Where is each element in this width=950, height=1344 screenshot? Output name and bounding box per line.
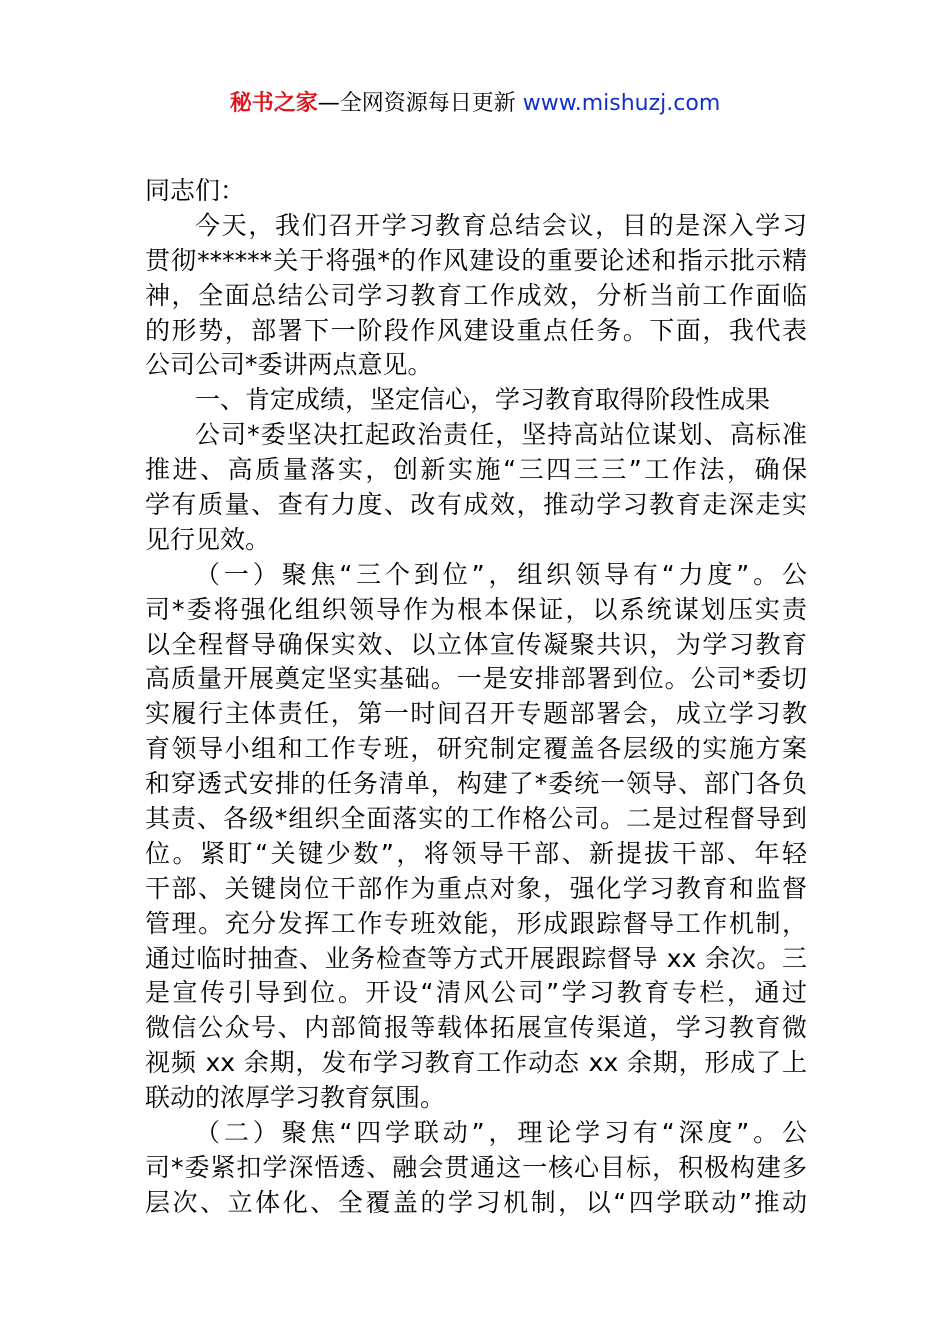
site-url[interactable]: www.mishuzj.com <box>522 91 721 116</box>
text-line: 以全程督导确保实效、以立体宣传凝聚共识，为学习教育 <box>145 629 807 659</box>
text-line: （一）聚焦“三个到位”，组织领导有“力度”。公 <box>195 559 807 589</box>
text-line: 神，全面总结公司学习教育工作成效，分析当前工作面临 <box>145 280 807 310</box>
text-line: 同志们： <box>145 176 246 205</box>
text-line: 和穿透式安排的任务清单，构建了*委统一领导、部门各负 <box>145 769 807 799</box>
text-line: 通过临时抽查、业务检查等方式开展跟踪督导 xx 余次。三 <box>145 943 807 973</box>
text-line: 层次、立体化、全覆盖的学习机制，以“四学联动”推动 <box>145 1187 807 1217</box>
text-line: 见行见效。 <box>145 524 271 554</box>
text-line: 司*委将强化组织领导作为根本保证，以系统谋划压实责 <box>145 594 807 624</box>
text-line: 公司*委坚决扛起政治责任，坚持高站位谋划、高标准 <box>195 420 807 450</box>
text-line: 公司公司*委讲两点意见。 <box>145 350 433 380</box>
text-line: 位。紧盯“关键少数”，将领导干部、新提拔干部、年轻 <box>145 838 807 868</box>
site-brand: 秘书之家 <box>229 91 318 116</box>
text-line: 干部、关键岗位干部作为重点对象，强化学习教育和监督 <box>145 873 807 903</box>
text-line: 今天，我们召开学习教育总结会议，目的是深入学习 <box>195 210 807 240</box>
text-line: 育领导小组和工作专班，研究制定覆盖各层级的实施方案 <box>145 734 807 764</box>
site-tagline: —全网资源每日更新 <box>317 91 516 116</box>
text-line: 贯彻******关于将强*的作风建设的重要论述和指示批示精 <box>145 245 807 275</box>
text-line: 其责、各级*组织全面落实的工作格公司。二是过程督导到 <box>145 804 807 834</box>
text-line: 管理。充分发挥工作专班效能，形成跟踪督导工作机制， <box>145 908 807 938</box>
text-line: 高质量开展奠定坚实基础。一是安排部署到位。公司*委切 <box>145 664 807 694</box>
text-line: 的形势，部署下一阶段作风建设重点任务。下面，我代表 <box>145 315 807 345</box>
site-header <box>0 88 950 120</box>
text-line: 联动的浓厚学习教育氛围。 <box>145 1083 446 1113</box>
text-line: 一、肯定成绩，坚定信心，学习教育取得阶段性成果 <box>195 385 771 415</box>
text-line: 推进、高质量落实，创新实施“三四三三”工作法，确保 <box>145 455 807 485</box>
text-line: 实履行主体责任，第一时间召开专题部署会，成立学习教 <box>145 699 807 729</box>
text-line: 司*委紧扣学深悟透、融会贯通这一核心目标，积极构建多 <box>145 1152 807 1182</box>
text-line: 是宣传引导到位。开设“清风公司”学习教育专栏，通过 <box>145 978 807 1008</box>
text-line: 学有质量、查有力度、改有成效，推动学习教育走深走实 <box>145 490 807 520</box>
text-line: 视频 xx 余期，发布学习教育工作动态 xx 余期，形成了上 <box>145 1048 807 1078</box>
text-line: 微信公众号、内部简报等载体拓展宣传渠道，学习教育微 <box>145 1013 807 1043</box>
text-line: （二）聚焦“四学联动”，理论学习有“深度”。公 <box>195 1118 807 1148</box>
document-body <box>145 174 807 1221</box>
